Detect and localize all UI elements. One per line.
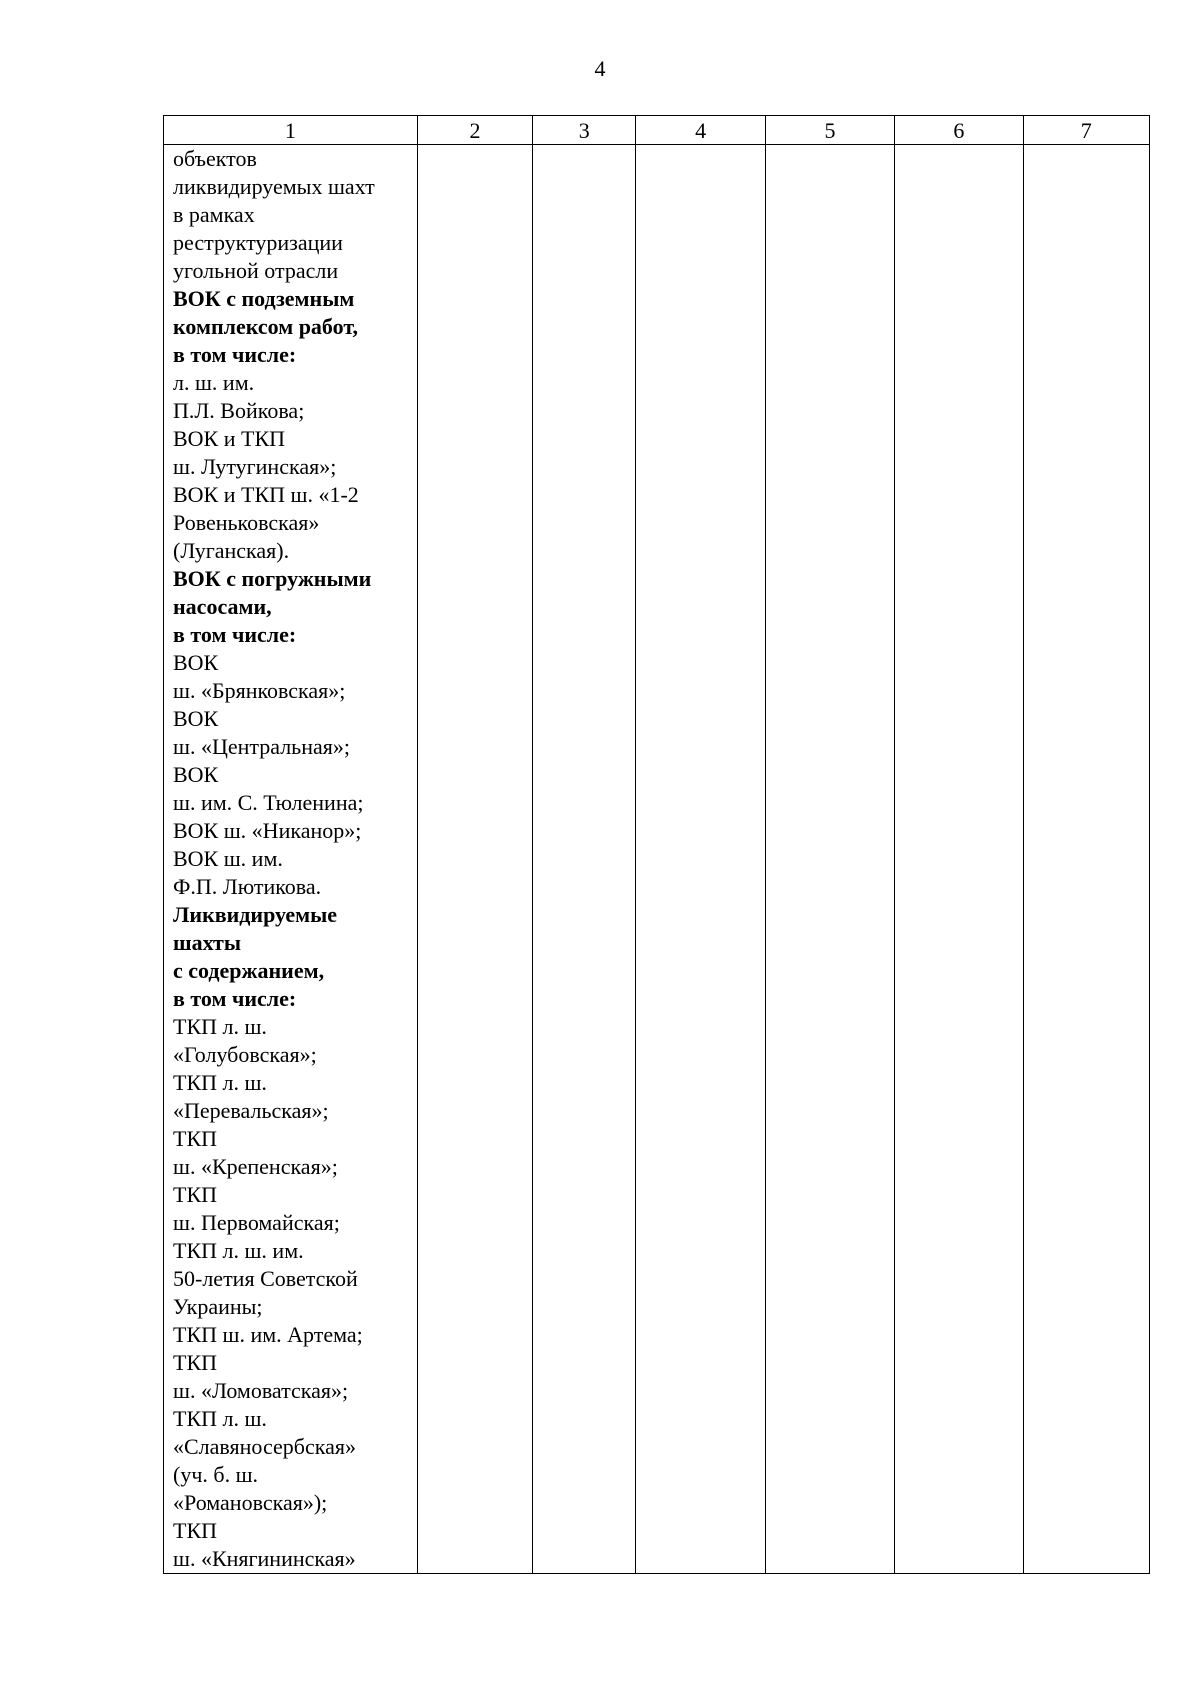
section-heading-line: ВОК с подземным — [173, 286, 355, 311]
object-line: в рамках — [173, 202, 255, 227]
object-line: ш. им. С. Тюленина; — [173, 790, 364, 815]
column-header-4: 4 — [636, 116, 765, 145]
cell-col-4 — [636, 145, 765, 1574]
object-line: «Романовская»); — [173, 1490, 328, 1515]
object-list — [164, 145, 417, 1573]
column-header-5: 5 — [765, 116, 894, 145]
object-line: ТКП — [173, 1182, 217, 1207]
column-header-1: 1 — [164, 116, 418, 145]
cell-col-2 — [417, 145, 532, 1574]
object-line: ТКП — [173, 1350, 217, 1375]
cell-col-6 — [895, 145, 1023, 1574]
object-line: ВОК ш. «Никанор»; — [173, 818, 362, 843]
section-heading-line: комплексом работ, — [173, 314, 359, 339]
object-line: «Славяносербская» — [173, 1434, 356, 1459]
object-line: ВОК и ТКП — [173, 426, 286, 451]
object-line: ш. «Брянковская»; — [173, 678, 346, 703]
section-heading-line: Ликвидируемые — [173, 902, 338, 927]
object-line: (Луганская). — [173, 538, 290, 563]
object-line: ш. Лутугинская»; — [173, 454, 337, 479]
object-line: П.Л. Войкова; — [173, 398, 305, 423]
section-heading-line: ВОК с погружными — [173, 566, 372, 591]
section-heading-line: шахты — [173, 930, 242, 955]
data-table — [163, 115, 1150, 1574]
object-line: ТКП л. ш. — [173, 1406, 267, 1431]
object-line: ВОК — [173, 762, 219, 787]
object-line: ТКП — [173, 1518, 217, 1543]
column-header-2: 2 — [417, 116, 532, 145]
cell-col-5 — [765, 145, 894, 1574]
object-line: л. ш. им. — [173, 370, 255, 395]
object-line: ТКП л. ш. — [173, 1014, 267, 1039]
object-line: объектов — [173, 146, 257, 171]
section-heading-line: в том числе: — [173, 622, 297, 647]
object-line: ш. «Крепенская»; — [173, 1154, 338, 1179]
column-header-7: 7 — [1023, 116, 1149, 145]
object-line: ТКП л. ш. им. — [173, 1238, 304, 1263]
object-line: ТКП — [173, 1126, 217, 1151]
object-line: Украины; — [173, 1294, 263, 1319]
object-line: ВОК ш. им. — [173, 846, 283, 871]
table-row — [164, 145, 1150, 1574]
section-heading-line: с содержанием, — [173, 958, 325, 983]
object-line: ликвидируемых шахт — [173, 174, 375, 199]
object-line: Ф.П. Лютикова. — [173, 874, 322, 899]
object-line: Ровеньковская» — [173, 510, 320, 535]
object-line: ш. Первомайская; — [173, 1210, 340, 1235]
cell-object-list — [164, 145, 418, 1574]
section-heading-line: в том числе: — [173, 342, 297, 367]
header-row — [164, 116, 1150, 145]
object-line: ш. «Ломоватская»; — [173, 1378, 349, 1403]
object-line: угольной отрасли — [173, 258, 339, 283]
section-heading-line: в том числе: — [173, 986, 297, 1011]
object-line: ВОК и ТКП ш. «1-2 — [173, 482, 359, 507]
object-line: ВОК — [173, 650, 219, 675]
cell-col-3 — [533, 145, 636, 1574]
page-number: 4 — [594, 56, 606, 81]
object-line: ВОК — [173, 706, 219, 731]
object-line: ш. «Центральная»; — [173, 734, 350, 759]
cell-col-7 — [1023, 145, 1149, 1574]
object-line: 50-летия Советской — [173, 1266, 358, 1291]
object-line: ТКП л. ш. — [173, 1070, 267, 1095]
object-line: ш. «Княгининская» — [173, 1546, 356, 1571]
object-line: «Перевальская»; — [173, 1098, 329, 1123]
object-line: (уч. б. ш. — [173, 1462, 259, 1487]
section-heading-line: насосами, — [173, 594, 272, 619]
column-header-3: 3 — [533, 116, 636, 145]
column-header-6: 6 — [895, 116, 1023, 145]
object-line: «Голубовская»; — [173, 1042, 317, 1067]
object-line: реструктуризации — [173, 230, 343, 255]
object-line: ТКП ш. им. Артема; — [173, 1322, 363, 1347]
